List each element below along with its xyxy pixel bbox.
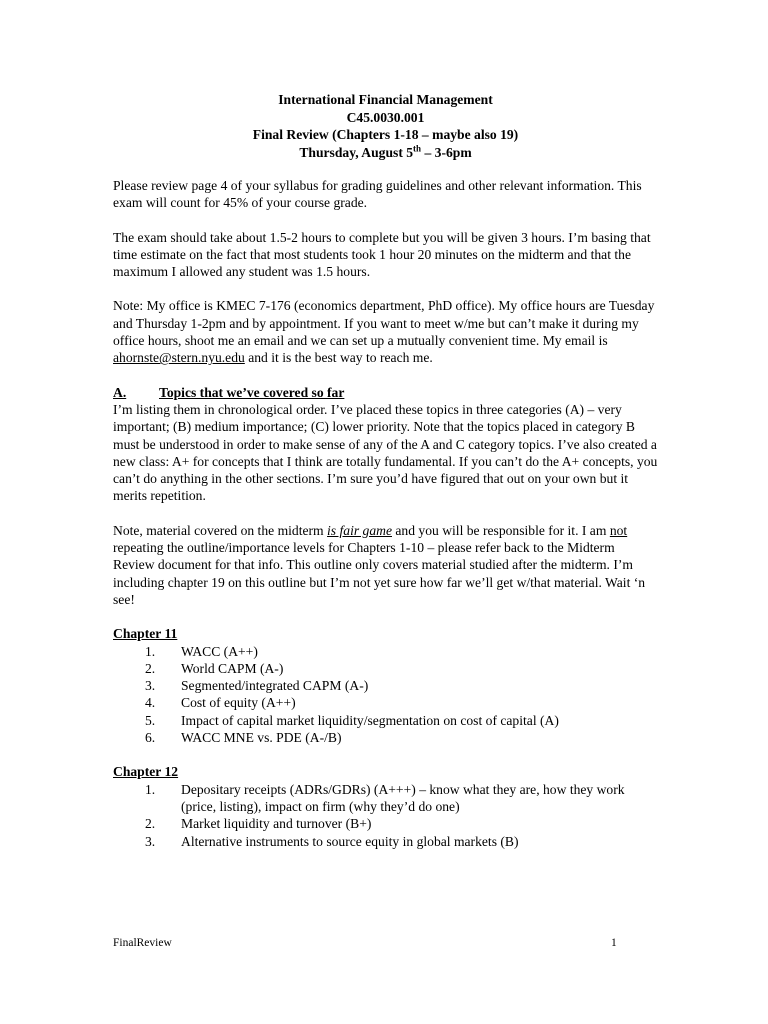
list-item: 1. WACC (A++) <box>145 643 258 659</box>
section-a-paragraph-1: I’m listing them in chronological order. I’ve placed these topics in three categories (A) – very important; (B) medium importance; (C) lower priority. Note that the topics placed in category B must be understood in order to make sense of any of the A and C category topics. I’ve also created a new class: A+ for concepts that I think are totally fundamental. If you can’t do the A+ concepts, you can’t do anything in the other sections. I’m sure you’d have figured that out on your own but it merits repetition. <box>113 401 658 504</box>
document-title <box>113 91 658 161</box>
section-a-paragraph-2: Note, material covered on the midterm is fair game and you will be responsible for it. I am not repeating the outline/importance levels for Chapters 1-10 – please refer back to the Midterm Review document for that info. This outline only covers material studied after the midterm. I’m including chapter 19 on this outline but I’m not yet sure how far we’ll get w/that material. Wait ‘n see! <box>113 522 646 607</box>
document-page <box>113 91 658 867</box>
chapter-12-list <box>113 781 658 850</box>
email-link[interactable]: ahornste@stern.nyu.edu <box>113 350 245 366</box>
review-title: Final Review (Chapters 1-18 – maybe also 19) <box>252 127 519 142</box>
intro-paragraph-2: The exam should take about 1.5-2 hours to complete but you will be given 3 hours. I’m basing that time estimate on the fact that most students took 1 hour 20 minutes on the midterm and that the maximum I allowed any student was 1.5 hours. <box>113 229 651 280</box>
list-item: 2. World CAPM (A-) <box>145 660 284 676</box>
course-title: International Financial Management <box>278 92 493 107</box>
chapter-11-heading: Chapter 11 <box>113 626 178 642</box>
list-item: 5. Impact of capital market liquidity/segmentation on cost of capital (A) <box>145 712 559 728</box>
exam-date: Thursday, August 5th – 3-6pm <box>299 142 472 160</box>
chapter-11-list <box>113 643 658 747</box>
list-item: 6. WACC MNE vs. PDE (A-/B) <box>145 730 342 746</box>
footer-page-number: 1 <box>611 937 617 949</box>
list-item: 1. Depositary receipts (ADRs/GDRs) (A+++) – know what they are, how they work (price, listing), impact on firm (why they’d do one) <box>145 781 625 814</box>
list-item: 2. Market liquidity and turnover (B+) <box>145 816 372 832</box>
section-a-heading: A. Topics that we’ve covered so far <box>113 384 345 400</box>
chapter-12-heading: Chapter 12 <box>113 764 179 780</box>
list-item: 3. Alternative instruments to source equity in global markets (B) <box>145 833 519 849</box>
footer-filename: FinalReview <box>113 937 172 949</box>
list-item: 3. Segmented/integrated CAPM (A-) <box>145 678 369 694</box>
course-code: C45.0030.001 <box>346 109 425 125</box>
office-hours-paragraph: Note: My office is KMEC 7-176 (economics department, PhD office). My office hours are Tuesday and Thursday 1-2pm and by appointment. If you want to meet w/me but can’t make it during my office hours, shoot me an email and we can set up a mutually convenient time. My email is ahornste@stern.nyu.edu and it is the best way to reach me. <box>113 298 655 366</box>
intro-paragraph-1: Please review page 4 of your syllabus for grading guidelines and other relevant information. This exam will count for 45% of your course grade. <box>113 178 642 211</box>
list-item: 4. Cost of equity (A++) <box>145 695 296 711</box>
